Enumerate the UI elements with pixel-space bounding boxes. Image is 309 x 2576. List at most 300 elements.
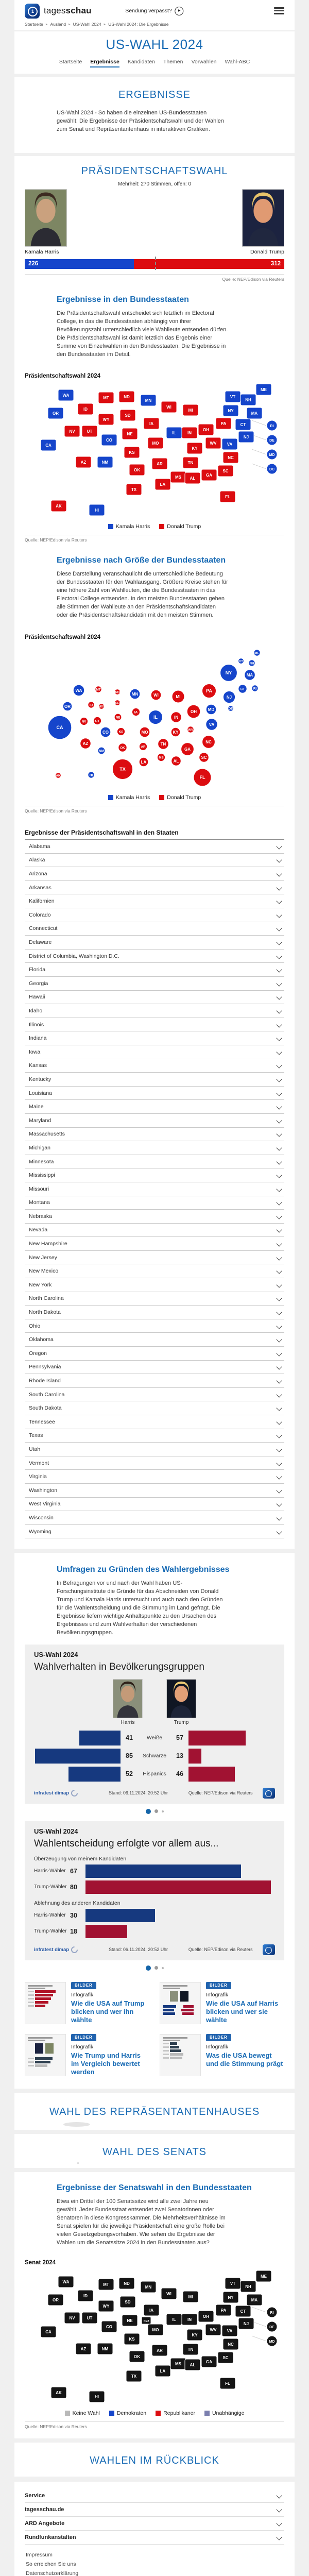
breadcrumb-item[interactable]: Ausland [50,22,66,27]
state-circle-RI[interactable] [267,2307,277,2317]
svg-text:MA: MA [251,411,258,416]
state-accordion-row[interactable] [25,977,284,991]
state-tile-GA[interactable] [201,469,217,481]
state-bubble-VT[interactable] [238,658,244,664]
state-bubble-CO[interactable] [100,727,111,737]
chart1-title: Wahlverhalten in Bevölkerungsgruppen [34,1661,204,1672]
state-bubble-IA[interactable] [132,708,140,716]
svg-text:MS: MS [175,2362,181,2367]
state-tile-NM[interactable] [97,456,113,468]
tab-ergebnisse[interactable]: Ergebnisse [90,59,119,67]
teaser-title[interactable]: Wie die USA auf Harris blicken und wer sie wählte [206,1999,279,2024]
state-tile-MA[interactable] [247,408,262,419]
state-accordion-row[interactable] [25,1415,284,1429]
state-accordion-row[interactable] [25,1182,284,1196]
state-bubble-NH[interactable] [249,660,255,666]
state-accordion-row[interactable] [25,1237,284,1251]
state-accordion-row[interactable] [25,1511,284,1525]
state-tile-OK[interactable] [129,464,145,476]
state-tile-GA[interactable] [201,2356,217,2367]
state-tile-NJ[interactable] [238,431,254,443]
breadcrumb-item[interactable]: US-Wahl 2024 [73,22,101,27]
footer-link[interactable]: Datenschutzerklärung [26,2570,79,2576]
state-accordion-row[interactable] [25,1347,284,1361]
state-tile-OR[interactable] [48,408,63,419]
state-bubble-AZ[interactable] [80,738,91,749]
state-bubble-ME[interactable] [254,650,260,656]
state-tile-SC[interactable] [218,465,233,477]
state-accordion-row[interactable] [25,1278,284,1292]
legend-swatch [204,2411,210,2416]
state-bubble-OK[interactable] [118,743,127,752]
state-tile-KY[interactable] [187,443,202,454]
circle-connector-line [252,420,266,426]
state-circle-DC[interactable] [267,464,277,474]
state-tile-NH[interactable] [241,2281,256,2292]
state-tile-AR[interactable] [152,458,167,469]
svg-text:AZ: AZ [82,741,89,746]
state-tile-OK[interactable] [129,2351,145,2362]
state-tile-MI[interactable] [183,2291,198,2302]
state-accordion-row[interactable] [25,963,284,977]
state-accordion-row[interactable] [25,950,284,963]
footer-link[interactable]: Impressum [26,2552,53,2558]
state-bubble-FL[interactable] [194,769,211,786]
state-tile-CA[interactable] [41,439,56,451]
svg-text:SC: SC [201,755,207,760]
teaser-card[interactable] [160,1982,284,2025]
state-tile-ND[interactable] [119,2278,134,2289]
carousel-dot[interactable] [154,1966,158,1970]
state-tile-FL[interactable] [220,2378,235,2389]
circle-connector-line [252,449,266,454]
brand-wordmark[interactable]: tagesschau [44,6,92,15]
chevron-down-icon [276,1159,282,1164]
state-tile-MI[interactable] [183,404,198,416]
svg-text:GA: GA [206,2360,212,2365]
state-tile-VT[interactable] [225,2278,241,2289]
state-tile-OR[interactable] [48,2294,63,2306]
footer-link[interactable]: So erreichen Sie uns [26,2561,76,2568]
state-tile-ME[interactable] [256,2270,271,2282]
tagesschau-logo[interactable] [25,4,40,19]
state-bubble-AK[interactable] [56,773,61,778]
state-tile-UT[interactable] [82,2312,97,2324]
teaser-thumbnail [25,2034,66,2076]
state-tile-CA[interactable] [41,2326,56,2337]
state-tile-ND[interactable] [119,391,134,402]
state-tile-ID[interactable] [78,2290,93,2301]
state-accordion-label: Alabama [29,843,50,850]
state-accordion-row[interactable] [25,1361,284,1375]
states-results-heading[interactable]: Ergebnisse in den Bundesstaaten [57,295,189,304]
reason-row [34,1909,275,1922]
harris-bar [68,1767,121,1782]
state-tile-IA[interactable] [144,418,159,429]
play-icon[interactable]: ▶ [175,7,184,15]
state-bubble-SD[interactable] [115,700,121,706]
state-accordion-row[interactable] [25,922,284,936]
state-tile-TN[interactable] [183,457,198,468]
state-bubble-LA[interactable] [139,757,148,767]
menu-icon[interactable] [274,7,284,14]
state-bubble-ID[interactable] [88,702,94,708]
size-results-heading[interactable]: Ergebnisse nach Größe der Bundesstaaten [57,556,226,565]
tab-vorwahlen[interactable]: Vorwahlen [191,59,217,65]
state-tile-AL[interactable] [185,472,200,484]
state-bubble-NY[interactable] [220,665,237,682]
state-tile-AZ[interactable] [76,2343,91,2354]
footer-accordion-row[interactable] [25,2517,284,2531]
state-accordion-row[interactable] [25,1114,284,1128]
svg-text:CA: CA [45,2330,52,2335]
state-tile-PA[interactable] [216,418,231,429]
state-tile-CO[interactable] [101,2321,117,2332]
state-accordion-label: Mississippi [29,1172,55,1179]
state-tile-CT[interactable] [235,419,251,430]
svg-text:AK: AK [56,774,61,778]
state-accordion-row[interactable] [25,881,284,895]
state-accordion-row[interactable] [25,908,284,922]
svg-text:NC: NC [228,2342,234,2347]
state-accordion-row[interactable] [25,1045,284,1059]
svg-text:NE: NE [115,716,121,720]
state-tile-SD[interactable] [120,410,135,421]
state-tile-NE[interactable] [122,2315,138,2326]
state-accordion-row[interactable] [25,1100,284,1114]
state-tile-KS[interactable] [124,2333,140,2345]
teaser-card[interactable] [25,1982,149,2025]
teaser-title[interactable]: Was die USA bewegt und die Stimmung prägt [206,2051,283,2067]
state-accordion-row[interactable] [25,1498,284,1512]
state-tile-MT[interactable] [98,392,114,403]
teaser-card[interactable] [160,2034,284,2077]
svg-text:CO: CO [106,438,112,443]
state-accordion-row[interactable] [25,1264,284,1278]
state-bubble-NC[interactable] [202,736,215,749]
state-tile-PA[interactable] [216,2304,231,2316]
chevron-down-icon [276,1145,282,1150]
sendung-verpasst-link[interactable] [125,7,183,15]
state-circle-MD[interactable] [267,449,277,460]
state-accordion-row[interactable] [25,894,284,908]
state-circle-MD[interactable] [267,2336,277,2346]
state-circle-DE[interactable] [267,2321,277,2332]
svg-text:KS: KS [129,2337,135,2342]
harris-bar [79,1731,121,1745]
chevron-down-icon [276,2506,282,2512]
legend-item [108,794,150,801]
carousel-dot[interactable] [162,1967,164,1969]
state-accordion-row[interactable] [25,991,284,1005]
state-tile-UT[interactable] [82,426,97,437]
state-accordion-row[interactable] [25,1374,284,1388]
state-tile-MS[interactable] [170,2358,186,2369]
state-tile-SC[interactable] [218,2352,233,2363]
tagesschau-logo-icon: 1 [28,7,38,16]
state-bubble-PA[interactable] [202,684,216,698]
state-accordion-row[interactable] [25,1401,284,1415]
state-bubble-VA[interactable] [206,719,217,730]
state-tile-TX[interactable] [126,484,142,495]
state-accordion-row[interactable] [25,1004,284,1018]
state-bubble-NE[interactable] [114,714,122,721]
carousel-dot-active[interactable] [146,1809,151,1814]
state-circle-DE[interactable] [267,435,277,445]
svg-text:PA: PA [220,421,227,427]
chart2-stand: Stand: 06.11.2024, 20:52 Uhr [109,1947,168,1953]
state-bubble-GA[interactable] [181,743,194,756]
state-accordion-row[interactable] [25,1319,284,1333]
state-bubble-KS[interactable] [117,727,125,735]
teaser-title[interactable]: Wie Trump und Harris im Vergleich bewertet werden [71,2051,141,2076]
state-tile-ME[interactable] [256,384,271,395]
state-bubble-SC[interactable] [199,753,209,762]
state-bubble-OH[interactable] [187,705,200,718]
state-tile-IN[interactable] [182,427,197,438]
state-tile-LA[interactable] [155,479,170,490]
state-bubble-CT[interactable] [238,685,247,693]
state-tile-NY[interactable] [223,2292,238,2303]
teaser-title[interactable]: Wie die USA auf Trump blicken und wer ihn wählte [71,1999,145,2024]
state-accordion-row[interactable] [25,1224,284,1238]
state-bubble-NJ[interactable] [223,691,235,703]
state-accordion-row[interactable] [25,1484,284,1498]
umfragen-section [14,1553,295,2089]
svg-text:ND: ND [115,690,120,694]
state-tile-WY[interactable] [98,414,114,425]
state-bubble-KY[interactable] [171,727,180,737]
state-bubble-WI[interactable] [151,690,161,700]
umfragen-heading[interactable]: Umfragen zu Gründen des Wahlergebnisses [57,1565,230,1574]
state-tile-KY[interactable] [187,2329,202,2341]
state-accordion-row[interactable] [25,1018,284,1032]
state-tile-NV[interactable] [64,426,80,437]
state-tile-MO[interactable] [148,437,163,449]
state-accordion-label: Arizona [29,871,47,877]
svg-text:MD: MD [269,2340,275,2344]
state-tile-CT[interactable] [235,2306,251,2317]
state-accordion-row[interactable] [25,1087,284,1100]
rueckblick-title: WAHLEN IM RÜCKBLICK [90,2455,219,2467]
tab-wahl-abc[interactable]: Wahl-ABC [225,59,250,65]
state-tile-HI[interactable] [89,2391,105,2402]
state-tile-NE2[interactable] [142,2317,151,2324]
state-accordion-row[interactable] [25,854,284,868]
teaser-card[interactable] [25,2034,149,2077]
chevron-down-icon [276,1433,282,1438]
state-tile-WI[interactable] [161,401,177,413]
state-tile-AL[interactable] [185,2359,200,2370]
state-accordion-row[interactable] [25,1141,284,1155]
state-tile-NC[interactable] [223,452,238,463]
state-tile-AK[interactable] [51,500,66,512]
state-tile-VA[interactable] [222,2325,237,2336]
state-tile-WY[interactable] [98,2300,114,2312]
svg-text:PA: PA [220,2308,227,2313]
state-accordion-row[interactable] [25,1251,284,1265]
svg-text:DE: DE [269,2325,274,2329]
svg-text:AZ: AZ [80,2347,87,2352]
tab-startseite[interactable]: Startseite [59,59,82,65]
state-tile-AK[interactable] [51,2387,66,2398]
state-bubble-TX[interactable] [112,759,132,779]
svg-text:GA: GA [184,747,191,752]
state-bubble-TN[interactable] [158,739,169,750]
footer-accordion-row[interactable] [25,2503,284,2517]
state-bubble-MN[interactable] [130,689,140,699]
state-tile-TX[interactable] [126,2370,142,2382]
state-bubble-MD[interactable] [206,704,216,715]
state-accordion-row[interactable] [25,1306,284,1319]
state-tile-AR[interactable] [152,2345,167,2356]
state-tile-NV[interactable] [64,2312,80,2324]
state-accordion-row[interactable] [25,1196,284,1210]
state-bubble-IN[interactable] [171,712,182,723]
carousel-dot-active[interactable] [146,1965,151,1971]
state-bubble-HI[interactable] [88,772,94,778]
state-tile-SD[interactable] [120,2296,135,2308]
state-bubble-MT[interactable] [95,686,101,692]
state-bubble-WY[interactable] [99,704,105,709]
svg-text:NV: NV [69,429,75,434]
state-accordion-row[interactable] [25,840,284,854]
state-tile-CO[interactable] [101,434,117,446]
state-tile-VA[interactable] [222,438,237,450]
state-bubble-RI[interactable] [252,685,258,691]
state-tile-ID[interactable] [78,403,93,415]
state-tile-MO[interactable] [148,2324,163,2335]
state-tile-FL[interactable] [220,491,235,502]
state-accordion-row[interactable] [25,867,284,881]
carousel-dot[interactable] [154,1809,158,1813]
state-tile-KS[interactable] [124,447,140,458]
state-accordion-row[interactable] [25,1155,284,1169]
state-bubble-NM[interactable] [98,747,105,754]
state-accordion-row[interactable] [25,1525,284,1539]
state-bubble-MI[interactable] [172,690,184,703]
svg-text:MN: MN [145,398,152,403]
state-tile-NC[interactable] [223,2338,238,2350]
svg-text:PA: PA [206,688,212,694]
state-tile-TN[interactable] [183,2344,198,2355]
state-bubble-IL[interactable] [149,710,163,724]
state-tile-VT[interactable] [225,391,241,402]
state-tile-HI[interactable] [89,504,105,516]
state-tile-MA[interactable] [247,2294,262,2306]
majority-marker [155,257,156,270]
state-bubble-CA[interactable] [48,716,72,739]
state-accordion-row[interactable] [25,1031,284,1045]
state-bubble-AL[interactable] [171,756,181,766]
state-bubble-WA[interactable] [73,685,84,696]
state-tile-NH[interactable] [241,394,256,405]
state-tile-WV[interactable] [205,437,221,449]
footer-accordion-row[interactable] [25,2489,284,2503]
tab-themen[interactable]: Themen [163,59,183,65]
state-bubble-WV[interactable] [187,726,194,733]
svg-text:OH: OH [191,709,197,714]
chevron-down-icon [276,843,282,849]
state-accordion-row[interactable] [25,1073,284,1087]
legend-item [156,2410,195,2416]
chart1-stand: Stand: 06.11.2024, 20:52 Uhr [109,1790,168,1796]
state-accordion-row[interactable] [25,1292,284,1306]
state-tile-MT[interactable] [98,2279,114,2290]
state-bubble-MO[interactable] [140,727,150,737]
state-tile-MS[interactable] [170,471,186,483]
state-tile-NE[interactable] [122,428,138,439]
state-bubble-MS[interactable] [157,753,165,761]
state-accordion-row[interactable] [25,1443,284,1456]
state-accordion-label: Kalifornien [29,898,55,905]
svg-text:CA: CA [56,725,63,731]
state-circle-RI[interactable] [267,420,277,431]
state-accordion-row[interactable] [25,1059,284,1073]
state-tile-IN[interactable] [182,2314,197,2325]
state-bubble-AR[interactable] [139,742,147,750]
senatswahl-heading[interactable]: Ergebnisse der Senatswahl in den Bundesstaaten [57,2183,252,2193]
chart1-footer [34,1788,275,1799]
state-tile-MN[interactable] [141,2281,156,2293]
state-accordion-row[interactable] [25,1168,284,1182]
state-tile-NY[interactable] [223,405,238,416]
state-tile-NJ[interactable] [238,2318,254,2329]
state-bubble-ND[interactable] [115,689,121,695]
state-tile-MN[interactable] [141,395,156,406]
voter-group-label: Harris-Wähler [34,1912,66,1919]
footer-accordion-row[interactable] [25,2531,284,2545]
state-accordion-row[interactable] [25,1210,284,1224]
tab-kandidaten[interactable]: Kandidaten [127,59,155,65]
state-bubble-MA[interactable] [245,670,255,681]
svg-text:WY: WY [102,417,110,422]
trump-bar [85,1880,271,1894]
state-tile-OH[interactable] [198,2311,214,2322]
state-accordion-row[interactable] [25,936,284,950]
breadcrumb-item[interactable]: Startseite [25,22,43,27]
state-bubble-UT[interactable] [93,717,101,724]
state-tile-WA[interactable] [58,389,74,401]
infografik-teasers [25,1982,284,2077]
state-accordion-row[interactable] [25,1470,284,1484]
state-accordion-row[interactable] [25,1388,284,1402]
state-tile-WV[interactable] [205,2324,221,2335]
state-accordion-row[interactable] [25,1456,284,1470]
carousel-dots [14,1809,295,1814]
state-tile-LA[interactable] [155,2365,170,2377]
state-tile-WI[interactable] [161,2288,177,2299]
state-tile-IL[interactable] [166,2314,182,2325]
state-accordion-row[interactable] [25,1429,284,1443]
carousel-dot[interactable] [162,1810,164,1812]
state-tile-AZ[interactable] [76,456,91,468]
state-accordion-label: Wisconsin [29,1514,54,1521]
state-tile-WA[interactable] [58,2276,74,2287]
state-bubble-OR[interactable] [63,702,72,711]
state-accordion-row[interactable] [25,1333,284,1347]
state-bubble-DE[interactable] [228,706,234,711]
state-tile-OH[interactable] [198,424,214,435]
state-accordion-row[interactable] [25,1128,284,1142]
state-bubble-NV[interactable] [80,717,88,725]
state-tile-NM[interactable] [97,2343,113,2354]
state-tile-IL[interactable] [166,427,182,438]
svg-text:MO: MO [141,730,148,735]
state-accordion-label: Kentucky [29,1076,52,1082]
state-tile-IA[interactable] [144,2304,159,2316]
breadcrumb-item[interactable]: US-Wahl 2024: Die Ergebnisse [108,22,169,27]
